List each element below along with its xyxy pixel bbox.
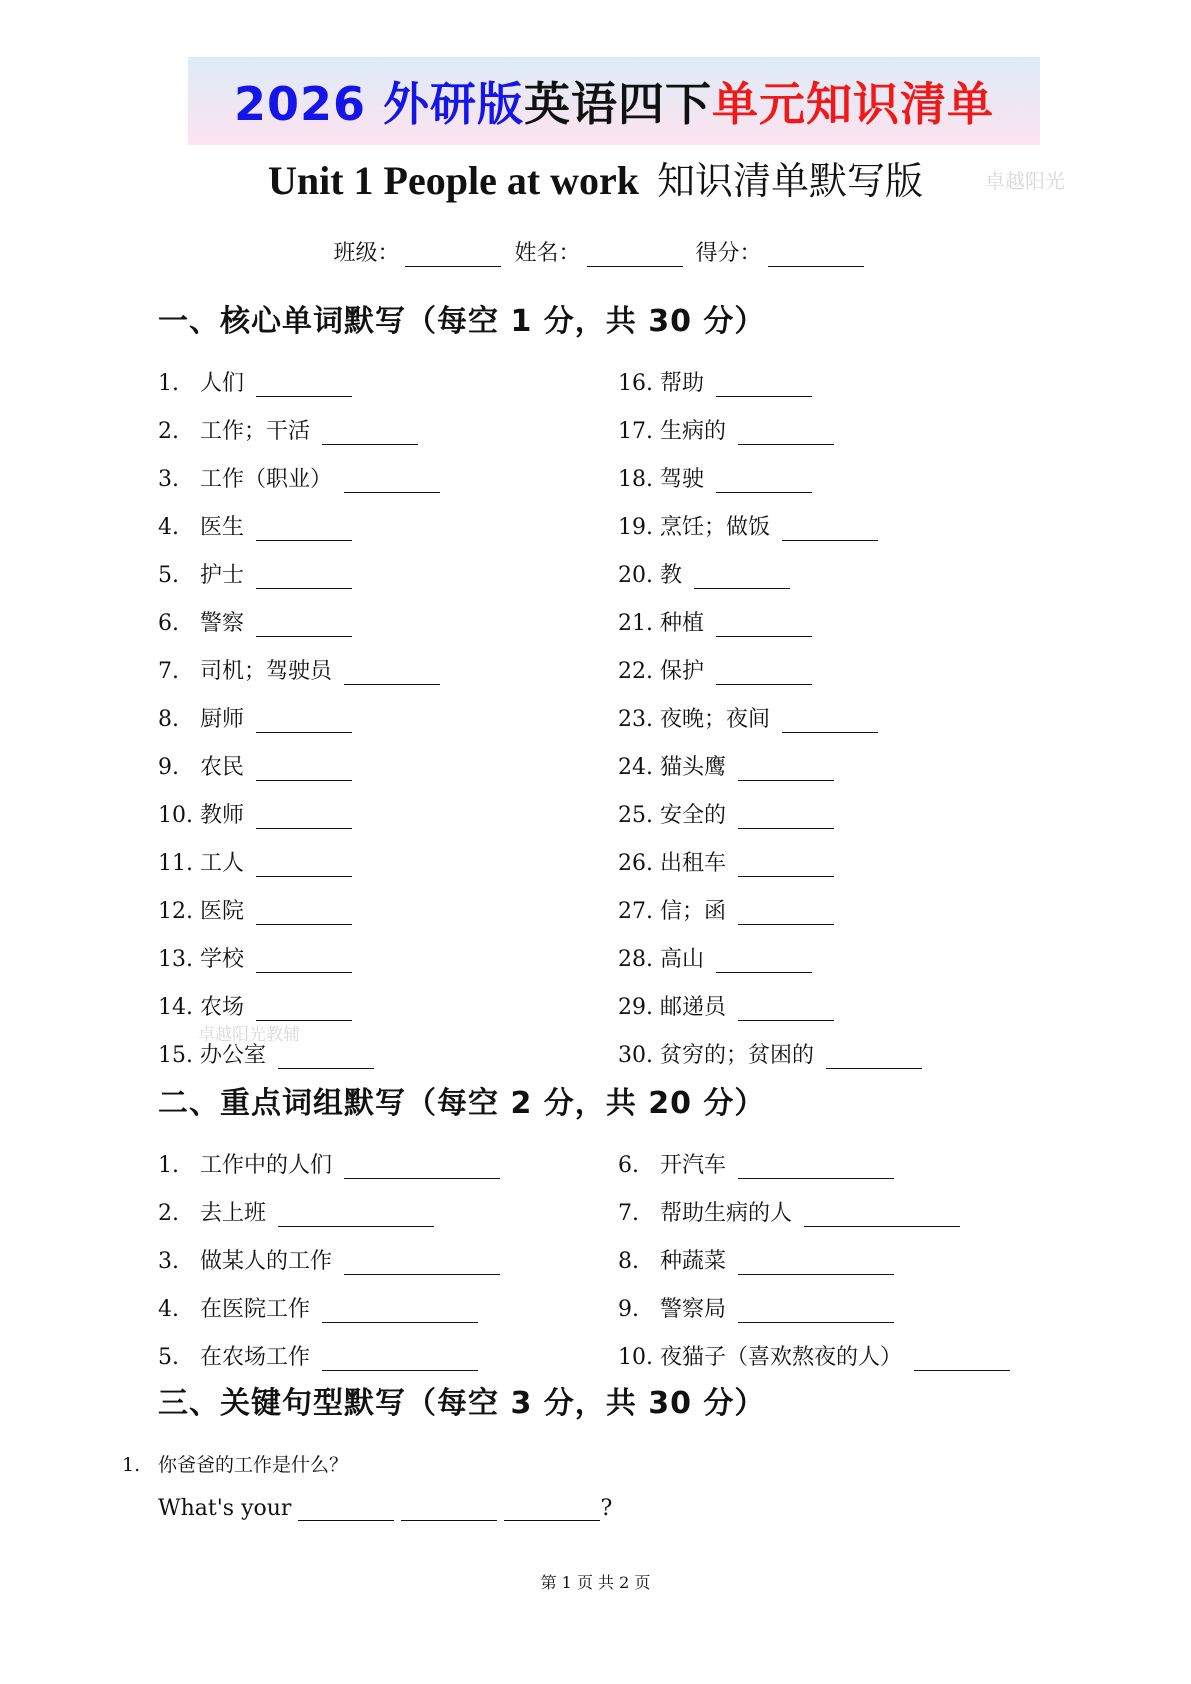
- answer-blank[interactable]: [322, 422, 418, 445]
- item-text: 信；函: [660, 899, 727, 924]
- answer-blank[interactable]: [256, 806, 352, 829]
- item-text: 人们: [200, 371, 245, 396]
- answer-blank[interactable]: [738, 758, 834, 781]
- item-text: 医生: [200, 515, 245, 540]
- item-text: 警察局: [660, 1297, 727, 1322]
- sentence-answer: [158, 1496, 612, 1521]
- list-item: [618, 798, 834, 829]
- item-number: 4.: [158, 515, 179, 540]
- item-number: 11.: [158, 851, 193, 876]
- item-number: 21.: [618, 611, 653, 636]
- item-text: 去上班: [200, 1201, 267, 1226]
- answer-blank[interactable]: [322, 1348, 478, 1371]
- item-text: 驾驶: [660, 467, 705, 492]
- item-number: 9.: [158, 755, 179, 780]
- answer-blank[interactable]: [256, 566, 352, 589]
- header-banner: [188, 57, 1040, 145]
- answer-blank[interactable]: [256, 950, 352, 973]
- item-number: 3.: [158, 467, 179, 492]
- item-text: 工作（职业）: [200, 467, 333, 492]
- list-item: [158, 510, 352, 541]
- item-number: 7.: [618, 1201, 639, 1226]
- item-text: 夜猫子（喜欢熬夜的人）: [660, 1345, 903, 1370]
- item-number: 19.: [618, 515, 653, 540]
- item-text: 司机；驾驶员: [200, 659, 333, 684]
- item-text: 工作中的人们: [200, 1153, 333, 1178]
- item-text: 夜晚；夜间: [660, 707, 771, 732]
- title-cn: 知识清单默写版: [657, 159, 924, 203]
- list-item: [618, 414, 834, 445]
- sentence-number: 1.: [122, 1454, 141, 1476]
- section3-heading: 三、关键句型默写（每空 3 分，共 30 分）: [158, 1386, 766, 1421]
- list-item: [158, 1244, 500, 1275]
- item-number: 6.: [618, 1153, 639, 1178]
- list-item: [158, 1340, 478, 1371]
- answer-blank[interactable]: [738, 1252, 894, 1275]
- item-number: 20.: [618, 563, 653, 588]
- banner-part3: 单元知识清单: [712, 77, 995, 131]
- item-number: 7.: [158, 659, 179, 684]
- item-text: 高山: [660, 947, 705, 972]
- item-number: 3.: [158, 1249, 179, 1274]
- item-number: 26.: [618, 851, 653, 876]
- list-item: [158, 798, 352, 829]
- watermark: 卓越阳光教辅: [198, 1025, 300, 1045]
- item-number: 8.: [618, 1249, 639, 1274]
- item-number: 5.: [158, 563, 179, 588]
- item-text: 保护: [660, 659, 705, 684]
- score-label: 得分：: [695, 241, 762, 266]
- item-text: 厨师: [200, 707, 245, 732]
- sentence-en-suffix: ?: [600, 1496, 613, 1521]
- item-number: 2.: [158, 419, 179, 444]
- item-text: 猫头鹰: [660, 755, 727, 780]
- answer-blank[interactable]: [256, 998, 352, 1021]
- item-text: 在农场工作: [200, 1345, 311, 1370]
- list-item: [158, 894, 352, 925]
- item-number: 1.: [158, 1153, 179, 1178]
- item-number: 8.: [158, 707, 179, 732]
- name-label: 姓名：: [514, 241, 581, 266]
- item-number: 1.: [158, 371, 179, 396]
- item-number: 30.: [618, 1043, 653, 1068]
- list-item: [158, 1148, 500, 1179]
- answer-blank[interactable]: [344, 470, 440, 493]
- list-item: [618, 1244, 894, 1275]
- list-item: [618, 1292, 894, 1323]
- item-text: 烹饪；做饭: [660, 515, 771, 540]
- answer-blank[interactable]: [782, 710, 878, 733]
- answer-blank[interactable]: [344, 1252, 500, 1275]
- answer-blank[interactable]: [256, 614, 352, 637]
- class-label: 班级：: [333, 241, 400, 266]
- sentence-en-prefix: What's your: [158, 1496, 292, 1521]
- page-footer: 第 1 页 共 2 页: [540, 1573, 651, 1592]
- item-text: 办公室: [200, 1043, 267, 1068]
- list-item: [618, 366, 812, 397]
- item-text: 种植: [660, 611, 705, 636]
- name-blank[interactable]: [587, 244, 683, 267]
- item-text: 教: [660, 563, 683, 588]
- item-text: 工作；干活: [200, 419, 311, 444]
- item-text: 教师: [200, 803, 245, 828]
- item-number: 4.: [158, 1297, 179, 1322]
- item-text: 帮助生病的人: [660, 1201, 793, 1226]
- list-item: [618, 702, 878, 733]
- item-text: 医院: [200, 899, 245, 924]
- answer-blank[interactable]: [738, 854, 834, 877]
- list-item: [158, 702, 352, 733]
- item-number: 13.: [158, 947, 193, 972]
- item-text: 学校: [200, 947, 245, 972]
- item-text: 安全的: [660, 803, 727, 828]
- answer-blank[interactable]: [256, 374, 352, 397]
- answer-blank[interactable]: [716, 614, 812, 637]
- sentence-cn: 你爸爸的工作是什么？: [158, 1454, 349, 1476]
- answer-blank[interactable]: [256, 518, 352, 541]
- answer-blank[interactable]: [826, 1046, 922, 1069]
- item-number: 15.: [158, 1043, 193, 1068]
- answer-blank[interactable]: [716, 470, 812, 493]
- list-item: [158, 1038, 374, 1069]
- item-text: 种蔬菜: [660, 1249, 727, 1274]
- answer-blank[interactable]: [914, 1348, 1010, 1371]
- item-text: 邮递员: [660, 995, 727, 1020]
- item-number: 5.: [158, 1345, 179, 1370]
- item-number: 10.: [618, 1345, 653, 1370]
- list-item: [158, 942, 352, 973]
- answer-blank[interactable]: [256, 854, 352, 877]
- section1-heading: 一、核心单词默写（每空 1 分，共 30 分）: [158, 304, 766, 339]
- title-en: Unit 1 People at work: [267, 158, 640, 203]
- item-number: 22.: [618, 659, 653, 684]
- item-number: 18.: [618, 467, 653, 492]
- answer-blank[interactable]: [738, 1156, 894, 1179]
- list-item: [618, 1038, 922, 1069]
- list-item: [618, 606, 812, 637]
- list-item: [618, 462, 812, 493]
- answer-blank[interactable]: [256, 710, 352, 733]
- list-item: [158, 606, 352, 637]
- watermark: 卓越阳光: [985, 169, 1065, 193]
- item-number: 24.: [618, 755, 653, 780]
- item-text: 警察: [200, 611, 245, 636]
- list-item: [158, 1196, 434, 1227]
- answer-blank[interactable]: [298, 1498, 394, 1521]
- list-item: [618, 894, 834, 925]
- answer-blank[interactable]: [716, 950, 812, 973]
- item-number: 6.: [158, 611, 179, 636]
- item-number: 2.: [158, 1201, 179, 1226]
- item-number: 12.: [158, 899, 193, 924]
- answer-blank[interactable]: [738, 998, 834, 1021]
- list-item: [618, 1148, 894, 1179]
- item-text: 农场: [200, 995, 245, 1020]
- list-item: [618, 750, 834, 781]
- list-item: [158, 990, 352, 1021]
- item-number: 9.: [618, 1297, 639, 1322]
- answer-blank[interactable]: [322, 1300, 478, 1323]
- answer-blank[interactable]: [738, 902, 834, 925]
- answer-blank[interactable]: [344, 662, 440, 685]
- list-item: [618, 846, 834, 877]
- sentence-prompt: [122, 1450, 348, 1477]
- answer-blank[interactable]: [738, 1300, 894, 1323]
- list-item: [158, 846, 352, 877]
- item-number: 29.: [618, 995, 653, 1020]
- item-text: 贫穷的；贫困的: [660, 1043, 815, 1068]
- list-item: [158, 1292, 478, 1323]
- item-text: 开汽车: [660, 1153, 727, 1178]
- list-item: [618, 558, 790, 589]
- item-number: 14.: [158, 995, 193, 1020]
- item-text: 在医院工作: [200, 1297, 311, 1322]
- banner-part2: 英语四下: [524, 77, 713, 131]
- list-item: [618, 654, 812, 685]
- answer-blank[interactable]: [504, 1498, 600, 1521]
- list-item: [618, 990, 834, 1021]
- item-number: 28.: [618, 947, 653, 972]
- answer-blank[interactable]: [401, 1498, 497, 1521]
- answer-blank[interactable]: [694, 566, 790, 589]
- answer-blank[interactable]: [256, 902, 352, 925]
- list-item: [158, 750, 352, 781]
- answer-blank[interactable]: [716, 374, 812, 397]
- answer-blank[interactable]: [256, 758, 352, 781]
- list-item: [618, 510, 878, 541]
- item-text: 工人: [200, 851, 245, 876]
- item-text: 帮助: [660, 371, 705, 396]
- answer-blank[interactable]: [782, 518, 878, 541]
- banner-part1: 2026 外研版: [233, 77, 525, 131]
- item-text: 农民: [200, 755, 245, 780]
- answer-blank[interactable]: [344, 1156, 500, 1179]
- item-text: 做某人的工作: [200, 1249, 333, 1274]
- list-item: [158, 462, 440, 493]
- list-item: [158, 414, 418, 445]
- list-item: [618, 942, 812, 973]
- answer-blank[interactable]: [738, 422, 834, 445]
- list-item: [618, 1340, 1010, 1371]
- list-item: [158, 654, 440, 685]
- answer-blank[interactable]: [738, 806, 834, 829]
- item-number: 23.: [618, 707, 653, 732]
- list-item: [158, 366, 352, 397]
- answer-blank[interactable]: [278, 1046, 374, 1069]
- item-text: 出租车: [660, 851, 727, 876]
- score-blank[interactable]: [768, 244, 864, 267]
- list-item: [618, 1196, 960, 1227]
- list-item: [158, 558, 352, 589]
- class-blank[interactable]: [405, 244, 501, 267]
- item-number: 25.: [618, 803, 653, 828]
- item-number: 27.: [618, 899, 653, 924]
- item-number: 16.: [618, 371, 653, 396]
- answer-blank[interactable]: [716, 662, 812, 685]
- section2-heading: 二、重点词组默写（每空 2 分，共 20 分）: [158, 1086, 766, 1121]
- item-number: 10.: [158, 803, 193, 828]
- item-text: 护士: [200, 563, 245, 588]
- item-number: 17.: [618, 419, 653, 444]
- answer-blank[interactable]: [278, 1204, 434, 1227]
- answer-blank[interactable]: [804, 1204, 960, 1227]
- item-text: 生病的: [660, 419, 727, 444]
- student-info: [0, 236, 1191, 267]
